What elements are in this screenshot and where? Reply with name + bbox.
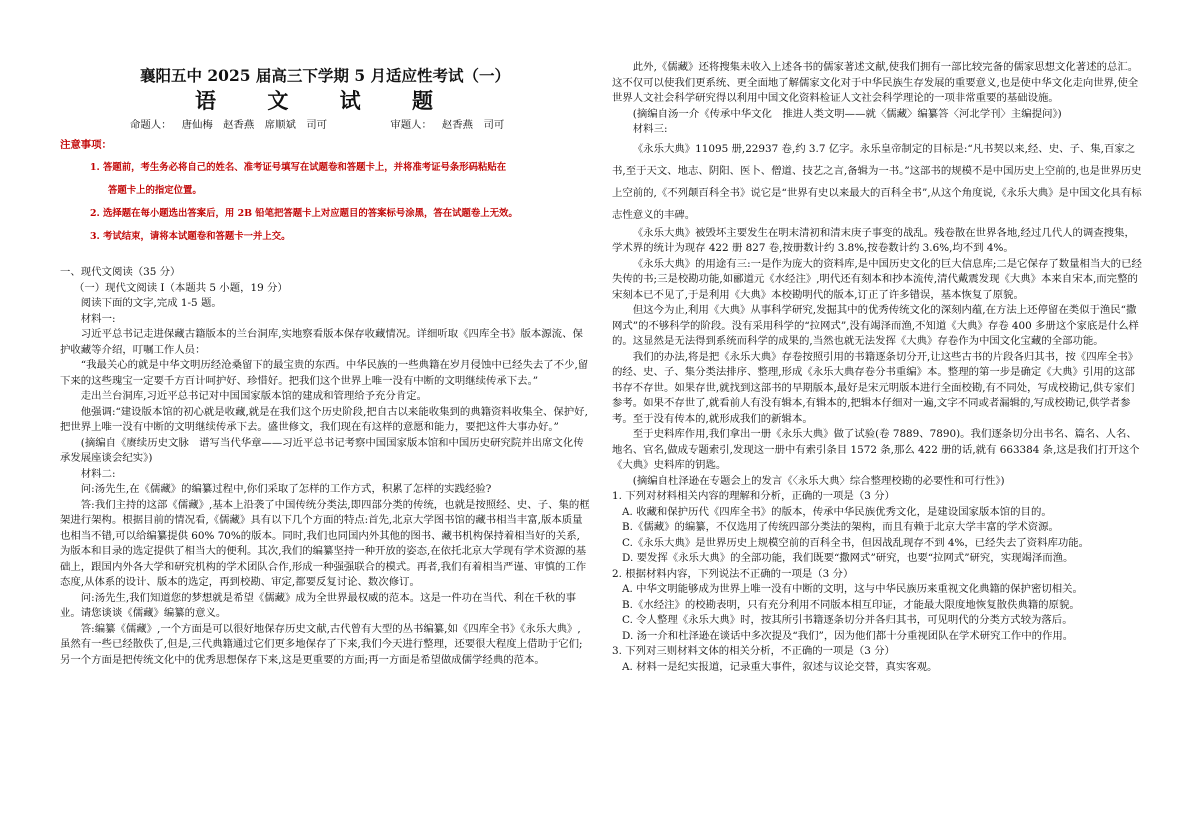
proposers-names: 唐仙梅 赵香燕 席顺斌 司可 <box>181 119 328 131</box>
question-option: D. 汤一介和杜泽逊在谈话中多次提及“我们”，因为他们都十分重视团队在学术研究工作中的作用。 <box>622 629 1074 642</box>
reviewers-names: 赵香燕 司可 <box>441 119 505 131</box>
paragraph: 《永乐大典》11095 册,22937 卷,约 3.7 亿字。永乐皇帝制定的目标是:“凡书契以来,经、史、子、集,百家之书,至于天文、地志、阴阳、医卜、僧道、技艺之言,备辑为一书。”这部书的规模不是中国历史上空前的,也是世界历史上空前的,《不列颠百科全书》说它是“世界有史以来最大的百科全书”,从这个角度说,《永乐大典》是中国文化具有标志性意义的丰碑。 <box>612 142 1142 221</box>
paragraph: 我们的办法,将是把《永乐大典》存卷按照引用的书籍逐条切分开,让这些古书的片段各归其书，按《四库全书》的经、史、子、集分类法排序、整理,形成《永乐大典存卷分书重编》本。整理的第一步是确定《大典》引用的这部书存不存世。如果存世,就找到这部书的早期版本,最好是宋元明版本进行全面校勘,有不同处，写成校勘记,供专家们参考。如果不存世了,就看前人有没有辑本,有辑本的,把辑本仔细对一遍,文字不同或者漏辑的,写成校勘记,供学者参考。至于没有传本的,就形成我们的新辑本。 <box>612 350 1139 425</box>
question-option: A. 收藏和保护历代《四库全书》的版本，传承中华民族优秀文化，是建设国家版本馆的目的。 <box>622 505 1052 518</box>
question-option: B.《儒藏》的编纂，不仅选用了传统四部分类法的架构，而且有赖于北京大学丰富的学术资源。 <box>622 521 1059 533</box>
left-column <box>60 0 590 668</box>
material-label: 材料二: <box>80 467 116 480</box>
paragraph: 至于史料库作用,我们拿出一册《永乐大典》做了试验(卷 7889、7890)。我们逐条切分出书名、篇名、人名、地名、官名,做成专题索引,发现这一册中有索引条目 1572 条,那么 422 册的话,就有 663384 条,这是我们打开这个《大典》史料库的钥匙。 <box>612 428 1140 471</box>
paragraph: 答:我们主持的这部《儒藏》,基本上沿袭了中国传统分类法,即四部分类的传统，也就是按照经、史、子、集的框架进行架构。根据目前的情况看,《儒藏》具有以下几个方面的特点:首先,北京大学图书馆的藏书相当丰富,版本质量也相当不错,可以给编纂提供 60% 70%的版本。同时,我们也同国内外其他的图书、藏书机构保持着相当好的关系,为版本和目录的选定提供了相当大的便利。其次,我们的编纂坚持一种开放的姿态,在依托北京大学现有学术资源的基础上，跟国内外各大学和研究机构的学术团队合作,形成一种强强联合的模式。再者,我们有着相当严谨、审慎的工作态度,从体系的设计、版本的选定，再到校勘、审定,都要反复讨论、数次修订。 <box>60 498 590 588</box>
paragraph: 问:汤先生,我们知道您的梦想就是希望《儒藏》成为全世界最权威的范本。这是一件功在当代、利在千秋的事业。请您谈谈《儒藏》编纂的意义。 <box>60 591 576 619</box>
paragraph: 习近平总书记走进保藏古籍版本的兰台洞库,实地察看版本保存收藏情况。详细听取《四库全书》版本源流、保护收藏等介绍，叮嘱工作人员： <box>60 328 583 356</box>
question-option: C.《永乐大典》是世界历史上规模空前的百科全书，但因战乱现存不到 4%，已经失去了资料库功能。 <box>622 536 1090 549</box>
source-citation: (摘编自杜泽逊在专题会上的发言《〈永乐大典〉综合整理校勘的必要性和可行性》) <box>632 474 1005 487</box>
paragraph: 走出兰台洞库,习近平总书记对中国国家版本馆的建成和管理给予充分肯定。 <box>80 390 427 402</box>
source-citation: (摘编自汤一介《传承中华文化 推进人类文明——就〈儒藏〉编纂答〈河北学刊〉主编提问》) <box>632 107 1062 120</box>
note-item: 3. 考试结束，请将本试题卷和答题卡一并上交。 <box>90 231 291 242</box>
subsection-heading: （一）现代文阅读 I（本题共 5 小题，19 分） <box>74 281 288 294</box>
material-label: 材料一: <box>80 312 116 325</box>
note-item: 答题卡上的指定位置。 <box>108 185 202 196</box>
note-item: 2. 选择题在每小题选出答案后，用 2B 铅笔把答题卡上对应题目的答案标号涂黑，答在试题卷上无效。 <box>90 208 518 219</box>
proposers-label: 命题人： <box>130 119 172 131</box>
paragraph: 《永乐大典》的用途有三:一是作为庞大的资料库,是中国历史文化的巨大信息库;二是它保存了数量相当大的已经失传的书;三是校勘功能,如郦道元《水经注》,明代还有刻本和抄本流传,清代戴震发现《大典》本来自宋本,而完整的宋刻本已不见了,于是利用《大典》本校勘明代的版本,订正了许多错误，基本恢复了原貌。 <box>612 257 1142 301</box>
paragraph: 《永乐大典》被毁坏主要发生在明末清初和清末庚子事变的战乱。残卷散在世界各地,经过几代人的调查搜集，学术界的统计为现存 422 册 827 卷,按册数计约 3.8%,按卷数计约 3.6%,均不到 4%。 <box>612 226 1135 254</box>
notes-heading: 注意事项： <box>60 138 112 151</box>
question-option: C. 令人整理《永乐大典》时，按其所引书籍逐条切分并各归其书，可见明代的分类方式较为落后。 <box>622 614 1073 626</box>
question-option: B.《水经注》的校勘表明，只有充分利用不同版本相互印证，才能最大限度地恢复散佚典籍的原貌。 <box>622 598 1080 611</box>
reviewers-label: 审题人： <box>390 119 432 131</box>
paragraph: 他强调:“建设版本馆的初心就是收藏,就是在我们这个历史阶段,把自古以来能收集到的典籍资料收集全、保护好,把世界上唯一没有中断的文明继续传承下去。盛世修文，我们现在有这样的意愿和能力，要把这件大事办好。” <box>60 405 588 433</box>
note-item: 1. 答题前，考生务必将自己的姓名、准考证号填写在试题卷和答题卡上，并将准考证号条形码粘贴在 <box>90 162 507 173</box>
instruction: 阅读下面的文字,完成 1-5 题。 <box>80 297 222 309</box>
question-stem: 2. 根据材料内容，下列说法不正确的一项是（3 分） <box>612 567 854 580</box>
paragraph: “我最关心的就是中华文明历经沧桑留下的最宝贵的东西。中华民族的一些典籍在岁月侵蚀中已经失去了不少,留下来的这些瑰宝一定要千方百计呵护好、珍惜好。把我们这个世界上唯一没有中断的文明继续传承下去。” <box>60 359 589 387</box>
paragraph: 问:汤先生,在《儒藏》的编纂过程中,你们采取了怎样的工作方式，积累了怎样的实践经验? <box>80 483 492 495</box>
section-heading: 一、现代文阅读（35 分） <box>60 266 181 278</box>
question-stem: 1. 下列对材料相关内容的理解和分析，正确的一项是（3 分） <box>612 490 895 502</box>
question-option: A. 材料一是纪实报道，记录重大事件，叙述与议论交替，真实客观。 <box>622 660 938 673</box>
paragraph: 此外,《儒藏》还将搜集未收入上述各书的儒家著述文献,使我们拥有一部比较完备的儒家思想文化著述的总汇。这不仅可以使我们更系统、更全面地了解儒家文化对于中华民族生存发展的重要意义,也是使中华文化走向世界,使全世界人文社会科学研究得以利用中国文化资料检证人文社会科学理论的一项非常重要的基础设施。 <box>612 61 1139 104</box>
exam-title: 襄阳五中 2025 届高三下学期 5 月适应性考试（一） <box>139 66 510 85</box>
paragraph: 但这今为止,利用《大典》从事科学研究,发掘其中的优秀传统文化的深刻内蕴,在方法上还停留在类似于渔民“撒网式”的不够科学的阶段。没有采用科学的“拉网式”,没有竭泽而渔,不知道《大典》存卷 400 多册这个家底是什么样的。这显然是无法得到系统而科学的成果的,当然也就无法发挥《大典》存卷作为中国文化宝藏的全部功能。 <box>612 304 1139 347</box>
material-label: 材料三: <box>632 123 668 135</box>
right-column <box>612 60 1142 675</box>
authors-line <box>130 118 590 134</box>
question-option: D. 要发挥《永乐大典》的全部功能，我们既要“撒网式”研究，也要“拉网式”研究，实现竭泽而渔。 <box>622 552 1074 564</box>
source-citation: (摘编自《赓续历史文脉 谱写当代华章——习近平总书记考察中国国家版本馆和中国历史研究院并出席文化传承发展座谈会纪实》) <box>60 436 584 464</box>
subject-title: 语 文 试 题 <box>195 88 455 113</box>
question-option: A. 中华文明能够成为世界上唯一没有中断的文明，这与中华民族历来重视文化典籍的保护密切相关。 <box>622 583 1083 595</box>
paragraph: 答:编纂《儒藏》,一个方面是可以很好地保存历史文献,古代曾有大型的丛书编纂,如《四库全书》《永乐大典》,虽然有一些已经散佚了,但是,三代典籍通过它们更多地保存了下来,我们今天进行整理，还要很大程度上借助于它们;另一个方面是把传统文化中的优秀思想保存下来,这是更重要的方面;再一方面是希望做成儒学经典的范本。 <box>60 622 583 666</box>
question-stem: 3. 下列对三则材料文体的相关分析，不正确的一项是（3 分） <box>612 645 895 657</box>
